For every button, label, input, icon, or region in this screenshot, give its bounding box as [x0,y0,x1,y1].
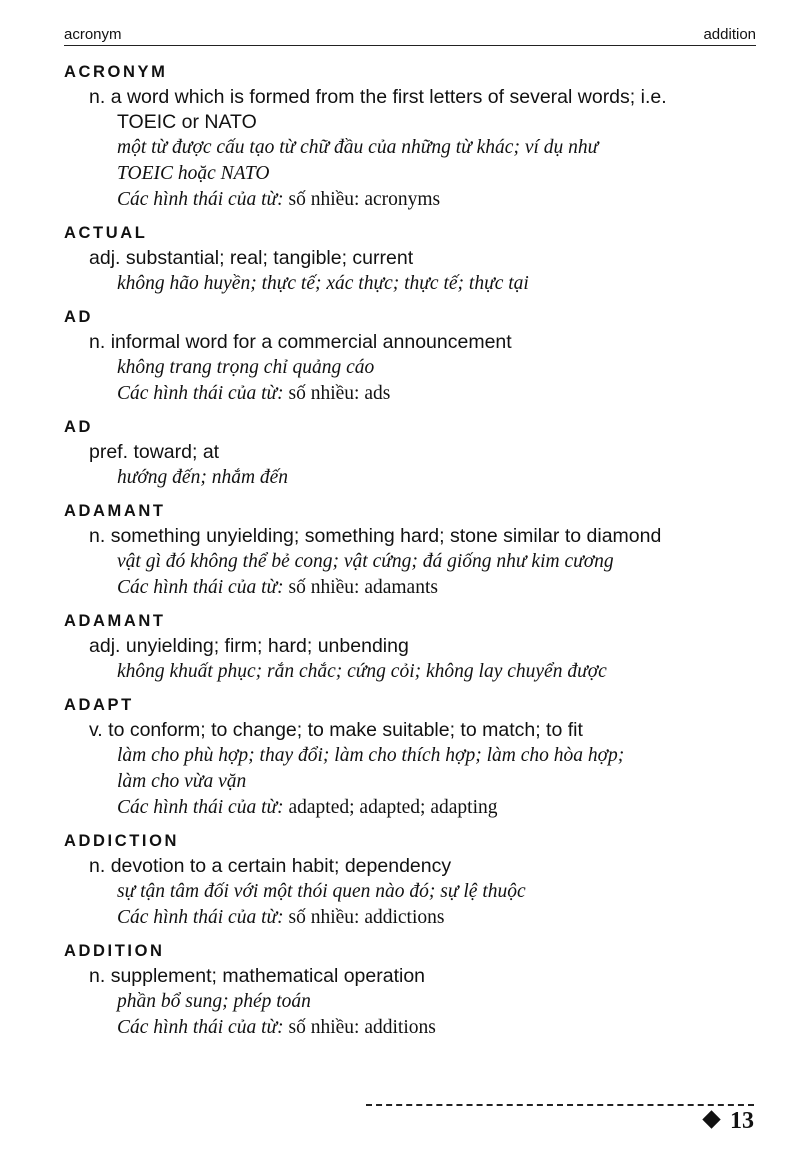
page-number-value: 13 [730,1108,754,1134]
word-forms [89,1015,764,1041]
definition [89,524,764,549]
entry-adapt [64,692,764,821]
part-of-speech: n. [89,525,106,547]
vietnamese-translation: phần bổ sung; phép toán [117,991,311,1012]
entry-actual [64,220,764,297]
part-of-speech: pref. [89,441,129,463]
definition [89,854,764,879]
definition [89,718,764,743]
part-of-speech: adj. [89,635,121,657]
word-forms-value: số nhiều: adamants [288,577,438,598]
word-forms-label: Các hình thái của từ: [117,1017,284,1038]
headword: ADAPT [64,696,134,714]
definition [89,634,764,659]
definition-text: to conform; to change; to make suitable; to match; to fit [108,719,583,741]
vietnamese-translation: làm cho phù hợp; thay đổi; làm cho thích hợp; làm cho hòa hợp; [117,745,625,766]
part-of-speech: n. [89,86,106,108]
page-number [705,1108,754,1135]
word-forms-label: Các hình thái của từ: [117,797,284,818]
diamond-icon [702,1110,720,1128]
dictionary-entries [64,59,764,1048]
entry-adamant-adjective [64,608,764,685]
definition-text: toward; at [133,441,220,463]
word-forms-label: Các hình thái của từ: [117,907,284,928]
headword: ADAMANT [64,502,166,520]
entry-adamant-noun [64,498,764,601]
headword: ACRONYM [64,63,168,81]
definition-continued: TOEIC or NATO [117,111,257,133]
definition [89,330,764,355]
word-forms-label: Các hình thái của từ: [117,189,284,210]
word-forms-value: số nhiều: acronyms [288,189,441,210]
part-of-speech: n. [89,965,106,987]
headword: ADDITION [64,942,165,960]
entry-ad-prefix [64,414,764,491]
vietnamese-translation: vật gì đó không thể bẻ cong; vật cứng; đá giống như kim cương [117,551,614,572]
word-forms [89,381,764,407]
definition-text: a word which is formed from the first letters of several words; i.e. [110,86,667,108]
vietnamese-translation: sự tận tâm đối với một thói quen nào đó; sự lệ thuộc [117,881,526,902]
definition [89,964,764,989]
vietnamese-translation-continued: làm cho vừa vặn [117,771,247,792]
word-forms-label: Các hình thái của từ: [117,383,284,404]
part-of-speech: v. [89,719,103,741]
word-forms-value: adapted; adapted; adapting [288,797,498,818]
sense [64,634,764,685]
sense [64,85,764,213]
headword: ACTUAL [64,224,148,242]
sense [64,524,764,601]
vietnamese-translation: hướng đến; nhắm đến [117,467,289,488]
definition-text: informal word for a commercial announcement [110,331,512,353]
sense [64,964,764,1041]
word-forms-value: số nhiều: additions [288,1017,436,1038]
definition-text: unyielding; firm; hard; unbending [125,635,409,657]
headword: ADDICTION [64,832,180,850]
sense [64,246,764,297]
definition [89,440,764,465]
headword: ADAMANT [64,612,166,630]
definition [89,85,764,110]
definition-text: substantial; real; tangible; current [125,247,414,269]
entry-acronym [64,59,764,213]
definition-text: devotion to a certain habit; dependency [110,855,452,877]
headword: AD [64,418,94,436]
definition-text: something unyielding; something hard; stone similar to diamond [110,525,662,547]
word-forms [89,187,764,213]
footer-dashed-rule [366,1104,754,1106]
entry-addiction [64,828,764,931]
entry-ad-noun [64,304,764,407]
sense [64,854,764,931]
sense [64,330,764,407]
header-last-word: addition [703,26,756,43]
running-header [64,26,756,46]
definition-text: supplement; mathematical operation [110,965,426,987]
vietnamese-translation: một từ được cấu tạo từ chữ đầu của những từ khác; ví dụ như [117,137,599,158]
word-forms-label: Các hình thái của từ: [117,577,284,598]
part-of-speech: n. [89,331,106,353]
word-forms [89,905,764,931]
vietnamese-translation: không khuất phục; rắn chắc; cứng cỏi; không lay chuyển được [117,661,607,682]
vietnamese-translation: không hão huyền; thực tế; xác thực; thực tế; thực tại [117,273,529,294]
header-first-word: acronym [64,26,122,43]
word-forms [89,795,764,821]
vietnamese-translation-continued: TOEIC hoặc NATO [117,163,270,184]
word-forms [89,575,764,601]
vietnamese-translation: không trang trọng chỉ quảng cáo [117,357,375,378]
word-forms-value: số nhiều: addictions [288,907,445,928]
word-forms-value: số nhiều: ads [288,383,391,404]
sense [64,718,764,821]
header-rule [64,45,756,46]
part-of-speech: n. [89,855,106,877]
headword: AD [64,308,94,326]
sense [64,440,764,491]
entry-addition [64,938,764,1041]
part-of-speech: adj. [89,247,121,269]
definition [89,246,764,271]
